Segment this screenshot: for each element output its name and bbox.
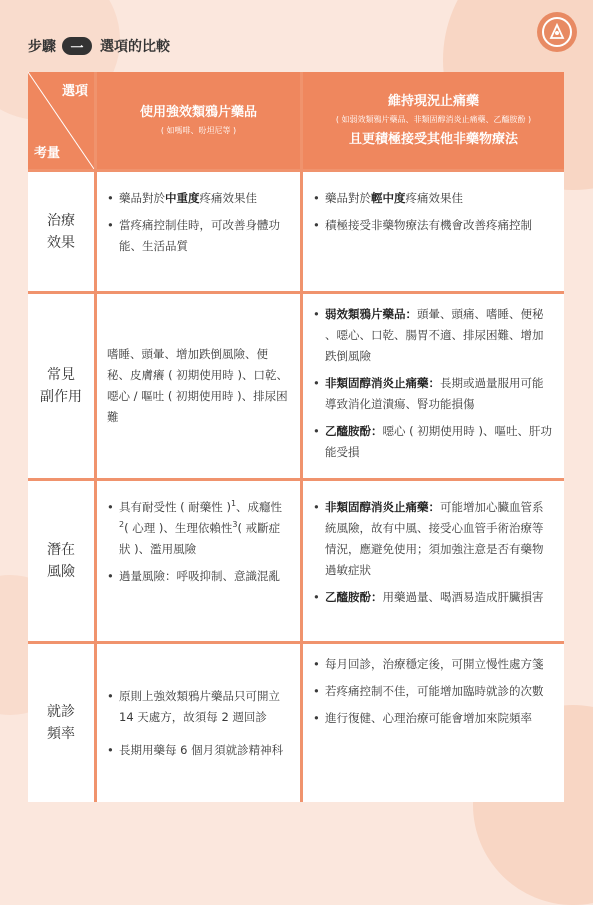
table-row bbox=[28, 172, 564, 291]
table-cell bbox=[97, 294, 300, 478]
list-item: • 非類固醇消炎止痛藥：可能增加心臟血管系統風險，故有中風、接受心血管手術治療等情況，應避免使用；須加強注意是否有藥物過敏症狀 bbox=[313, 497, 552, 581]
list-item: • 原則上強效類鴉片藥品只可開立 14 天處方，故須每 2 週回診 bbox=[107, 686, 288, 728]
corner-label-options: 選項 bbox=[61, 84, 88, 99]
cell-text: 嗜睡、頭暈、增加跌倒風險、便秘、皮膚癢 ( 初期使用時 )、口乾、噁心 / 嘔吐 ( 初期使用時 )、排尿困難 bbox=[107, 347, 288, 424]
table-row bbox=[28, 481, 564, 641]
table-row bbox=[28, 294, 564, 478]
table-cell bbox=[303, 294, 564, 478]
table-cell bbox=[303, 644, 564, 802]
hospital-logo-icon bbox=[537, 12, 577, 52]
list-item: • 過量風險：呼吸抑制、意識混亂 bbox=[107, 566, 288, 587]
column-header-current-painkiller: 維持現況止痛藥 ( 如弱效類鴉片藥品、非類固醇消炎止痛藥、乙醯胺酚 ) 且更積極接受其他非藥物療法 bbox=[303, 72, 564, 169]
list-item: • 乙醯胺酚：噁心 ( 初期使用時 )、嘔吐、肝功能受損 bbox=[313, 421, 552, 463]
table-cell bbox=[303, 172, 564, 291]
table-cell bbox=[97, 481, 300, 641]
list-item: • 長期用藥每 6 個月須就診精神科 bbox=[107, 740, 288, 761]
list-item: • 藥品對於輕中度疼痛效果佳 bbox=[313, 188, 552, 209]
list-item: • 當疼痛控制佳時，可改善身體功能、生活品質 bbox=[107, 215, 288, 257]
step-header bbox=[28, 36, 170, 56]
list-item: • 積極接受非藥物療法有機會改善疼痛控制 bbox=[313, 215, 552, 236]
list-item: • 藥品對於中重度疼痛效果佳 bbox=[107, 188, 288, 209]
table-cell bbox=[97, 172, 300, 291]
row-label: 就診 頻率 bbox=[28, 644, 94, 802]
table-cell bbox=[97, 644, 300, 802]
row-label: 潛在 風險 bbox=[28, 481, 94, 641]
column-header-strong-opioid: 使用強效類鴉片藥品 ( 如嗎啡、吩坦尼等 ) bbox=[97, 72, 300, 169]
list-item: • 乙醯胺酚：用藥過量、喝酒易造成肝臟損害 bbox=[313, 587, 552, 608]
step-prefix: 步驟 bbox=[28, 39, 56, 55]
list-item: • 若疼痛控制不佳，可能增加臨時就診的次數 bbox=[313, 681, 552, 702]
row-label: 治療 效果 bbox=[28, 172, 94, 291]
step-number-badge: 一 bbox=[62, 37, 92, 55]
list-item: • 每月回診，治療穩定後，可開立慢性處方箋 bbox=[313, 654, 552, 675]
table-corner-cell bbox=[28, 72, 94, 169]
table-row bbox=[28, 644, 564, 802]
table-header-row bbox=[28, 72, 564, 169]
comparison-table bbox=[28, 72, 564, 802]
step-title: 選項的比較 bbox=[100, 39, 170, 55]
list-item: • 弱效類鴉片藥品：頭暈、頭痛、嗜睡、便秘 、噁心、口乾、腸胃不適、排尿困難、增加跌倒風險 bbox=[313, 304, 552, 367]
list-item: • 具有耐受性 ( 耐藥性 )$^1$、成癮性$^2$( 心理 )、生理依賴性$^3$( 戒斷症狀 )、濫用風險 bbox=[107, 497, 288, 560]
table-cell bbox=[303, 481, 564, 641]
corner-label-considerations: 考量 bbox=[34, 146, 61, 161]
list-item: • 進行復健、心理治療可能會增加來院頻率 bbox=[313, 708, 552, 729]
list-item: • 非類固醇消炎止痛藥：長期或過量服用可能導致消化道潰瘍、腎功能損傷 bbox=[313, 373, 552, 415]
row-label: 常見 副作用 bbox=[28, 294, 94, 478]
